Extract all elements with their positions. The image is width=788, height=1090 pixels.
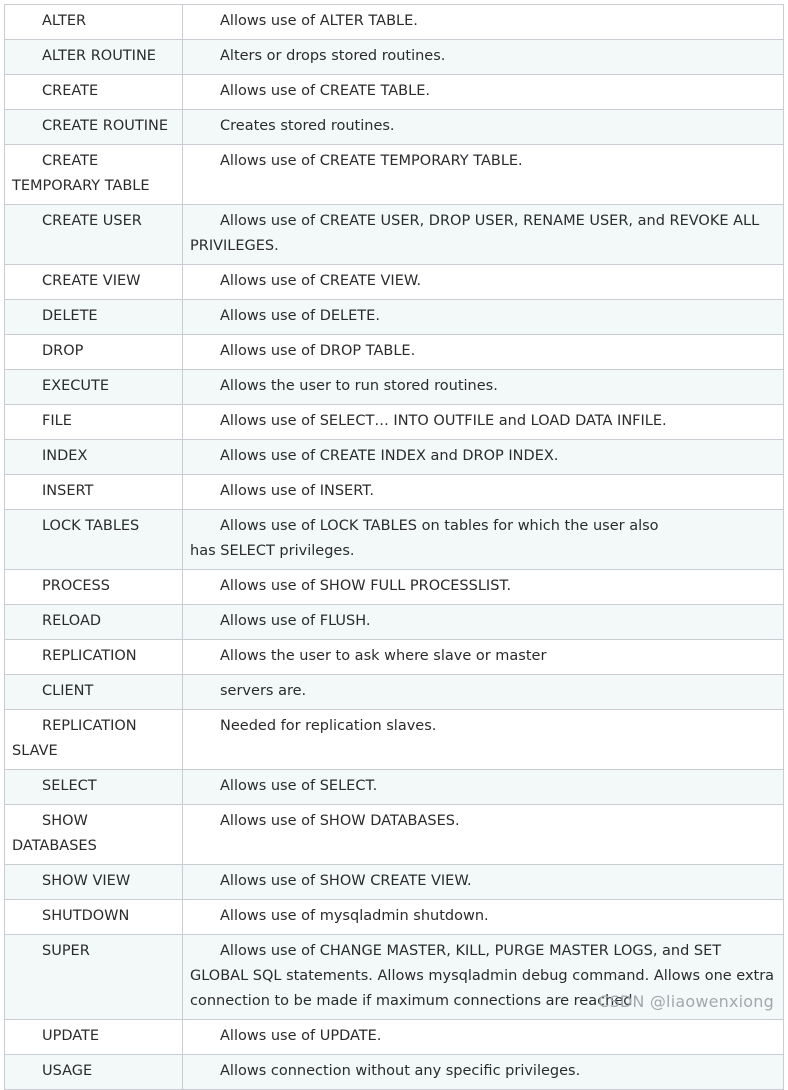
table-row xyxy=(5,770,784,805)
table-row xyxy=(5,865,784,900)
privilege-name-cell: LOCK TABLES xyxy=(5,510,183,570)
privilege-name-cell: FILE xyxy=(5,405,183,440)
privilege-name-cell: CREATE TEMPORARY TABLE xyxy=(5,145,183,205)
table-row xyxy=(5,75,784,110)
privilege-name-cell: ALTER xyxy=(5,5,183,40)
privilege-name-cell: CREATE xyxy=(5,75,183,110)
privilege-description-cell: Allows use of SELECT. xyxy=(183,770,784,805)
privilege-name-cell: PROCESS xyxy=(5,570,183,605)
privilege-description-cell: Allows the user to run stored routines. xyxy=(183,370,784,405)
table-row xyxy=(5,265,784,300)
table-row xyxy=(5,110,784,145)
privilege-name-cell: SHOW DATABASES xyxy=(5,805,183,865)
privilege-name-cell: EXECUTE xyxy=(5,370,183,405)
table-row xyxy=(5,805,784,865)
privilege-description-cell: Allows use of UPDATE. xyxy=(183,1020,784,1055)
privilege-description-cell: Allows use of INSERT. xyxy=(183,475,784,510)
privilege-description-cell: Allows use of CREATE TEMPORARY TABLE. xyxy=(183,145,784,205)
privilege-description-cell: Allows use of SHOW CREATE VIEW. xyxy=(183,865,784,900)
table-row xyxy=(5,675,784,710)
table-row xyxy=(5,300,784,335)
privilege-description-cell: Alters or drops stored routines. xyxy=(183,40,784,75)
table-row xyxy=(5,5,784,40)
privilege-description-cell: Allows use of SHOW DATABASES. xyxy=(183,805,784,865)
privilege-description-cell: Allows use of CREATE VIEW. xyxy=(183,265,784,300)
table-row xyxy=(5,510,784,570)
table-row xyxy=(5,335,784,370)
table-row xyxy=(5,370,784,405)
privilege-name-cell: SHUTDOWN xyxy=(5,900,183,935)
table-row xyxy=(5,605,784,640)
privilege-description-cell: servers are. xyxy=(183,675,784,710)
privilege-name-cell: INDEX xyxy=(5,440,183,475)
table-row xyxy=(5,570,784,605)
privilege-description-cell: Allows use of DROP TABLE. xyxy=(183,335,784,370)
privileges-table-body xyxy=(5,5,784,1090)
privilege-name-cell: CLIENT xyxy=(5,675,183,710)
privilege-description-cell: Allows use of ALTER TABLE. xyxy=(183,5,784,40)
privilege-name-cell: CREATE VIEW xyxy=(5,265,183,300)
privilege-name-cell: SUPER xyxy=(5,935,183,1020)
privilege-description-cell: Allows the user to ask where slave or master xyxy=(183,640,784,675)
privilege-name-cell: ALTER ROUTINE xyxy=(5,40,183,75)
privilege-description-cell: Allows use of SELECT… INTO OUTFILE and LOAD DATA INFILE. xyxy=(183,405,784,440)
table-row xyxy=(5,145,784,205)
watermark: CSDN @liaowenxiong xyxy=(598,992,774,1011)
table-row xyxy=(5,475,784,510)
privilege-description-cell: Allows use of FLUSH. xyxy=(183,605,784,640)
privilege-description-cell: Allows use of CREATE TABLE. xyxy=(183,75,784,110)
table-row xyxy=(5,900,784,935)
table-row xyxy=(5,405,784,440)
privilege-description-cell: Allows connection without any specific privileges. xyxy=(183,1055,784,1090)
privilege-name-cell: CREATE USER xyxy=(5,205,183,265)
privilege-description-cell: Allows use of CREATE INDEX and DROP INDEX. xyxy=(183,440,784,475)
privilege-name-cell: REPLICATION xyxy=(5,640,183,675)
privilege-description-cell: Allows use of CHANGE MASTER, KILL, PURGE MASTER LOGS, and SET GLOBAL SQL statements. Allows mysqladmin debug command. Allows one extra connection to be made if maximum connections are reached. xyxy=(183,935,784,1020)
privilege-description-cell: Allows use of CREATE USER, DROP USER, RENAME USER, and REVOKE ALL PRIVILEGES. xyxy=(183,205,784,265)
table-row xyxy=(5,40,784,75)
privilege-name-cell: CREATE ROUTINE xyxy=(5,110,183,145)
privilege-description-cell: Allows use of DELETE. xyxy=(183,300,784,335)
privileges-table xyxy=(4,4,784,1090)
privilege-description-cell: Allows use of LOCK TABLES on tables for which the user also has SELECT privileges. xyxy=(183,510,784,570)
privilege-name-cell: SHOW VIEW xyxy=(5,865,183,900)
privilege-description-cell: Allows use of mysqladmin shutdown. xyxy=(183,900,784,935)
table-row xyxy=(5,640,784,675)
privilege-name-cell: SELECT xyxy=(5,770,183,805)
table-row xyxy=(5,440,784,475)
privilege-description-cell: Needed for replication slaves. xyxy=(183,710,784,770)
table-row xyxy=(5,710,784,770)
privilege-description-cell: Creates stored routines. xyxy=(183,110,784,145)
privilege-name-cell: REPLICATION SLAVE xyxy=(5,710,183,770)
privilege-name-cell: RELOAD xyxy=(5,605,183,640)
privilege-name-cell: DROP xyxy=(5,335,183,370)
table-row xyxy=(5,205,784,265)
privilege-name-cell: UPDATE xyxy=(5,1020,183,1055)
table-row xyxy=(5,1055,784,1090)
privilege-name-cell: DELETE xyxy=(5,300,183,335)
privilege-description-cell: Allows use of SHOW FULL PROCESSLIST. xyxy=(183,570,784,605)
privilege-name-cell: INSERT xyxy=(5,475,183,510)
privilege-name-cell: USAGE xyxy=(5,1055,183,1090)
